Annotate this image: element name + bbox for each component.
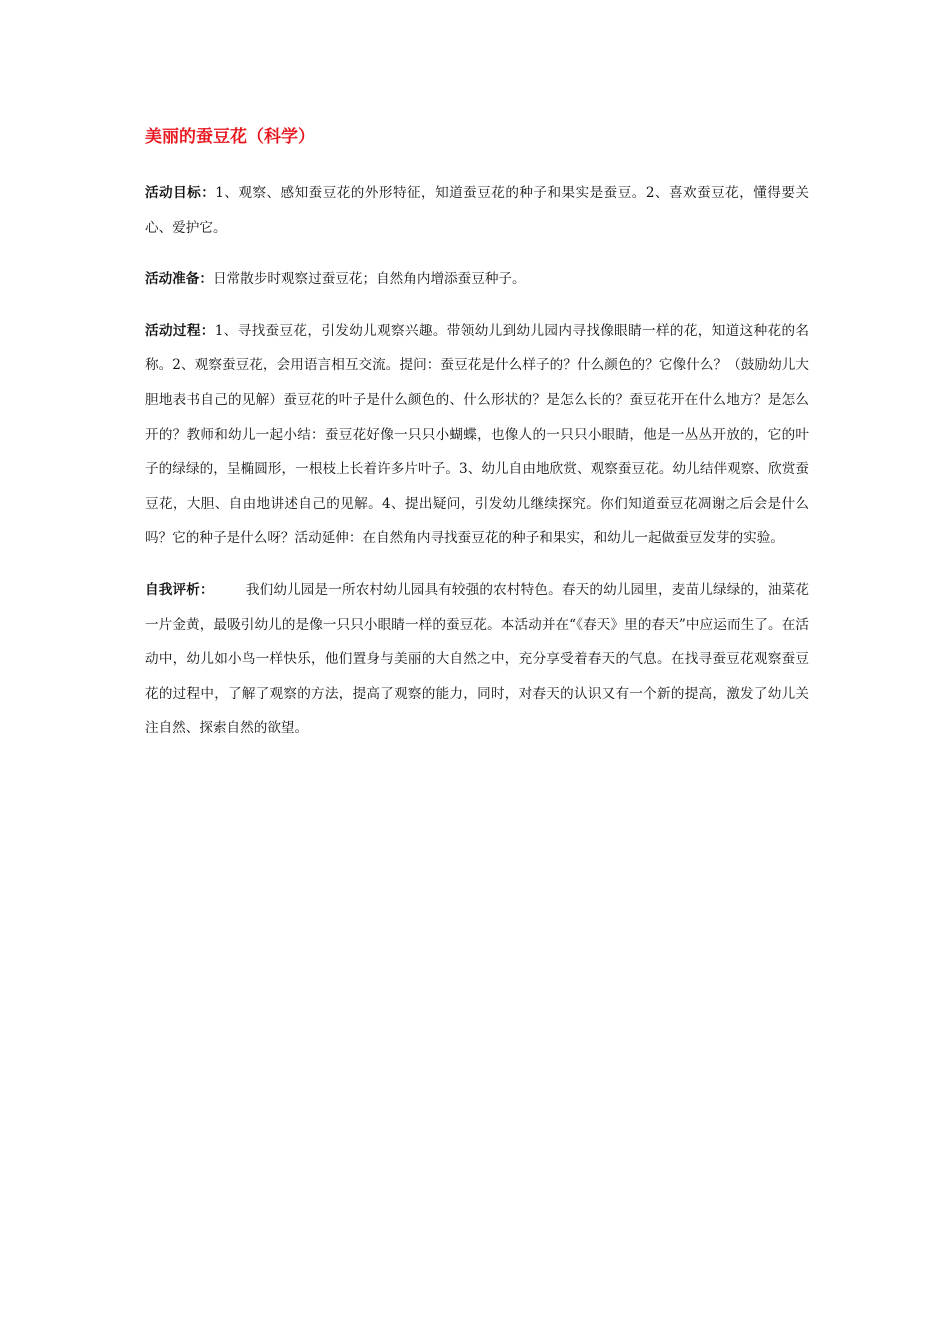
section-goals-text: 1、观察、感知蚕豆花的外形特征，知道蚕豆花的种子和果实是蚕豆。2、喜欢蚕豆花，懂得要关心、爱护它。 bbox=[145, 185, 810, 236]
section-process-text: 1、寻找蚕豆花，引发幼儿观察兴趣。带领幼儿到幼儿园内寻找像眼睛一样的花，知道这种花的名称。2、观察蚕豆花，会用语言相互交流。提问：蚕豆花是什么样子的？什么颜色的？它像什么？（鼓励幼儿大胆地表书自己的见解）蚕豆花的叶子是什么颜色的、什么形状的？是怎么长的？蚕豆花开在什么地方？是怎么开的？教师和幼儿一起小结：蚕豆花好像一只只小蝴蝶，也像人的一只只小眼睛，他是一丛丛开放的，它的叶子的绿绿的，呈椭圆形，一根枝上长着许多片叶子。3、幼儿自由地欣赏、观察蚕豆花。幼儿结伴观察、欣赏蚕豆花，大胆、自由地讲述自己的见解。4、提出疑问，引发幼儿继续探究。你们知道蚕豆花凋谢之后会是什么吗？它的种子是什么呀？活动延伸：在自然角内寻找蚕豆花的种子和果实，和幼儿一起做蚕豆发芽的实验。 bbox=[145, 322, 809, 547]
section-process-label: 活动过程： bbox=[145, 322, 215, 339]
section-evaluation-text: 我们幼儿园是一所农村幼儿园具有较强的农村特色。春天的幼儿园里，麦苗儿绿绿的，油菜花一片金黄，最吸引幼儿的是像一只只小眼睛一样的蚕豆花。本活动并在“《春天》里的春天”中应运而生了。在活动中，幼儿如小鸟一样快乐，他们置身与美丽的大自然之中，充分享受着春天的气息。在找寻蚕豆花观察蚕豆花的过程中，了解了观察的方法，提高了观察的能力，同时，对春天的认识又有一个新的提高，激发了幼儿关注自然、探索自然的欲望。 bbox=[145, 581, 810, 737]
section-process bbox=[145, 314, 809, 556]
section-preparation bbox=[145, 262, 809, 297]
section-preparation-label: 活动准备： bbox=[145, 271, 213, 288]
section-goals bbox=[145, 176, 809, 245]
section-evaluation bbox=[145, 573, 809, 746]
section-goals-label: 活动目标： bbox=[145, 185, 216, 201]
document-title: 美丽的蚕豆花（科学） bbox=[145, 127, 315, 147]
document-page bbox=[145, 124, 809, 763]
section-evaluation-label: 自我评析： bbox=[145, 581, 214, 598]
section-preparation-text: 日常散步时观察过蚕豆花；自然角内增添蚕豆种子。 bbox=[212, 271, 526, 288]
